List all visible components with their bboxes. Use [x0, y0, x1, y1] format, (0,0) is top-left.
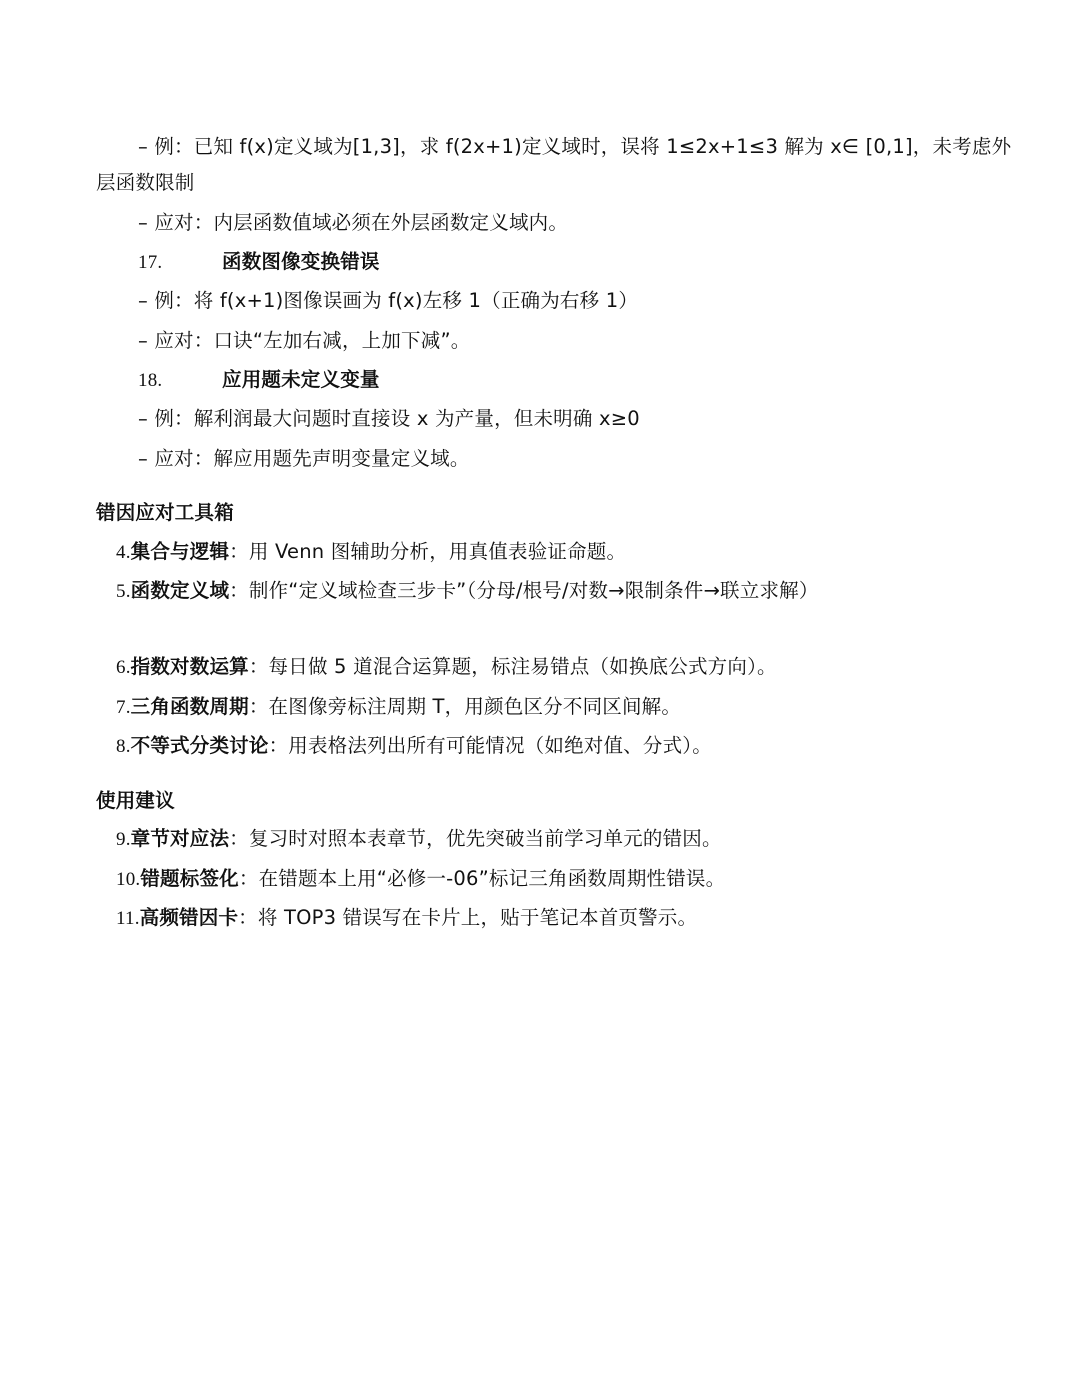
- toolbox-item-number: 4.: [116, 542, 131, 563]
- item18-title: 应用题未定义变量: [222, 368, 380, 391]
- usage-item-title: 错题标签化: [140, 867, 239, 890]
- toolbox-item: [116, 539, 626, 566]
- toolbox-item-text: ：用 Venn 图辅助分析，用真值表验证命题。: [229, 540, 627, 563]
- toolbox-item-text: ：用表格法列出所有可能情况（如绝对值、分式）。: [268, 734, 712, 757]
- usage-item-title: 章节对应法: [130, 827, 230, 850]
- toolbox-item-title: 集合与逻辑: [130, 540, 230, 563]
- toolbox-item: [116, 654, 777, 681]
- usage-item-text: ：在错题本上用“必修一-06”标记三角函数周期性错误。: [238, 867, 726, 890]
- usage-item: [116, 866, 725, 893]
- toolbox-item-title: 指数对数运算: [130, 655, 249, 678]
- toolbox-item-title: 三角函数周期: [130, 695, 249, 718]
- usage-item-title: 高频错因卡: [139, 906, 239, 929]
- usage-item-text: ：将 TOP3 错误写在卡片上，贴于笔记本首页警示。: [238, 906, 698, 929]
- item17-example: – 例：将 f(x+1)图像误画为 f(x)左移 1（正确为右移 1）: [138, 289, 639, 312]
- usage-item-number: 9.: [116, 829, 131, 850]
- toolbox-item: [116, 578, 819, 605]
- item18-heading: [138, 367, 162, 394]
- item17-title: 函数图像变换错误: [222, 250, 380, 273]
- item17-response: – 应对：口诀“左加右减，上加下减”。: [138, 329, 471, 352]
- usage-item: [116, 826, 722, 853]
- usage-item: [116, 905, 697, 932]
- usage-item-number: 11.: [116, 908, 140, 929]
- usage-heading: 使用建议: [96, 789, 175, 812]
- toolbox-item-number: 7.: [116, 697, 131, 718]
- response-composite: – 应对：内层函数值域必须在外层函数定义域内。: [138, 211, 569, 234]
- example-composite-line2: 层函数限制: [96, 171, 195, 194]
- usage-item-text: ：复习时对照本表章节，优先突破当前学习单元的错因。: [229, 827, 722, 850]
- toolbox-item-number: 8.: [116, 736, 131, 757]
- toolbox-item-text: ：在图像旁标注周期 T，用颜色区分不同区间解。: [248, 695, 682, 718]
- toolbox-item-number: 5.: [116, 581, 131, 602]
- example-composite-line1: – 例：已知 f(x)定义域为[1,3]，求 f(2x+1)定义域时，误将 1≤2x+1≤3 解为 x∈ [0,1]，未考虑外: [138, 135, 1012, 158]
- toolbox-item-title: 不等式分类讨论: [130, 734, 269, 757]
- item17-number: 17.: [138, 252, 163, 273]
- toolbox-item-text: ：每日做 5 道混合运算题，标注易错点（如换底公式方向）。: [248, 655, 777, 678]
- item18-number: 18.: [138, 370, 163, 391]
- item18-example: – 例：解利润最大问题时直接设 x 为产量，但未明确 x≥0: [138, 407, 640, 430]
- toolbox-item-title: 函数定义域: [130, 579, 230, 602]
- toolbox-item: [116, 733, 712, 760]
- usage-item-number: 10.: [116, 869, 141, 890]
- item17-heading: [138, 249, 162, 276]
- toolbox-heading: 错因应对工具箱: [96, 501, 234, 524]
- toolbox-item: [116, 694, 681, 721]
- toolbox-item-text: ：制作“定义域检查三步卡”（分母/根号/对数→限制条件→联立求解）: [229, 579, 819, 602]
- toolbox-item-number: 6.: [116, 657, 131, 678]
- item18-response: – 应对：解应用题先声明变量定义域。: [138, 447, 470, 470]
